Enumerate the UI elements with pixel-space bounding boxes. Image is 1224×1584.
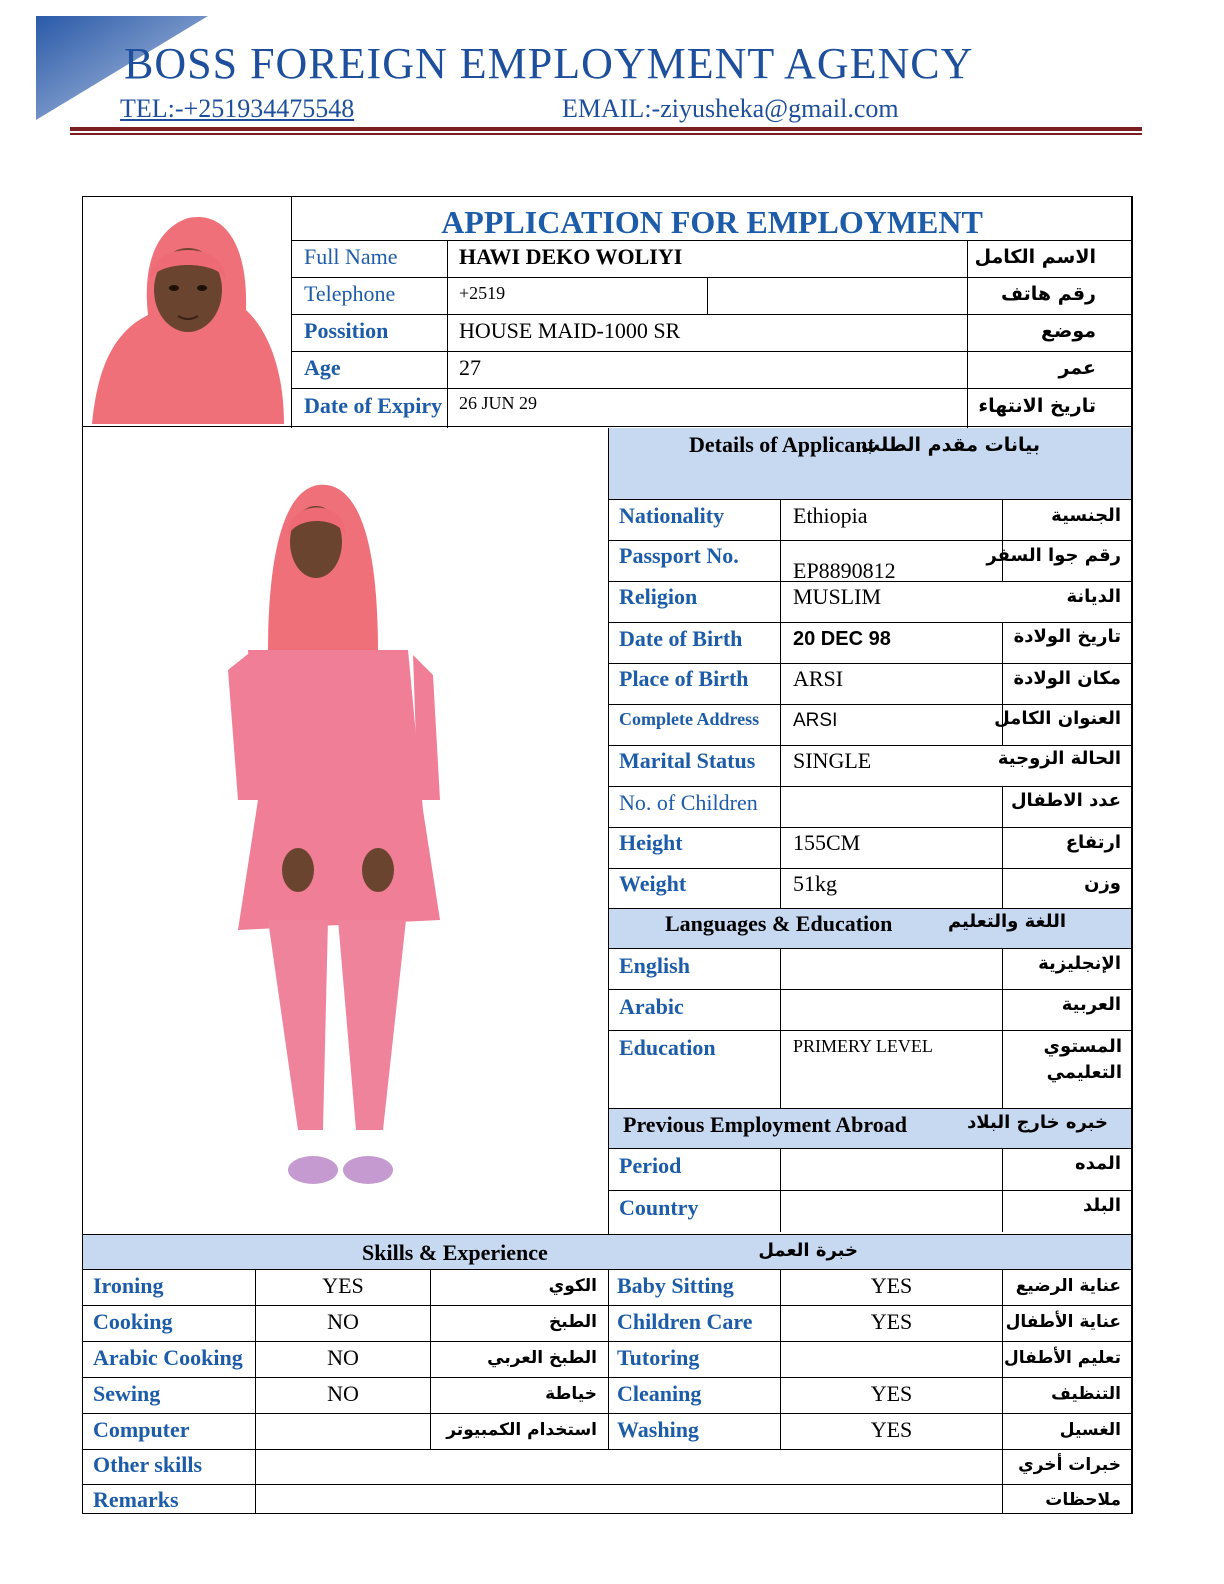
skill-computer-label: Computer (93, 1417, 190, 1442)
date-of-expiry-label: Date of Expiry (304, 393, 443, 418)
position-value: HOUSE MAID-1000 SR (459, 318, 681, 343)
age-label: Age (304, 355, 341, 380)
education-value: PRIMERY LEVEL (793, 1036, 933, 1056)
skill-cooking-arabic: الطبخ (549, 1312, 597, 1332)
skill-baby-sitting-value: YES (870, 1273, 913, 1298)
date-of-expiry-value: 26 JUN 29 (459, 393, 538, 413)
complete-address-value: ARSI (793, 710, 838, 731)
skill-children-care-arabic: عناية الأطفال (1005, 1312, 1121, 1332)
nationality-arabic: الجنسية (1051, 505, 1121, 526)
marital-status-arabic: الحالة الزوجية (997, 748, 1121, 769)
previous-heading-arabic: خبره خارج البلاد (967, 1112, 1108, 1133)
details-heading: Details of Applicant (689, 432, 875, 457)
marital-status-label: Marital Status (619, 748, 756, 773)
skill-cleaning-value: YES (870, 1381, 913, 1406)
previous-heading: Previous Employment Abroad (623, 1112, 907, 1137)
skill-baby-sitting-label: Baby Sitting (617, 1273, 734, 1298)
skill-baby-sitting-arabic: عناية الرضيع (1015, 1276, 1121, 1296)
religion-label: Religion (619, 584, 698, 609)
applicant-full-body-photo (228, 480, 444, 1196)
passport-label: Passport No. (619, 543, 739, 568)
skill-arabic-cooking-arabic: الطبخ العربي (487, 1348, 597, 1368)
skills-heading: Skills & Experience (362, 1240, 548, 1265)
remarks-label: Remarks (93, 1487, 179, 1512)
skill-arabic-cooking-label: Arabic Cooking (93, 1345, 243, 1370)
languages-heading: Languages & Education (665, 911, 893, 936)
agency-telephone-link[interactable]: TEL:-+251934475548 (120, 94, 355, 123)
skill-washing-value: YES (870, 1417, 913, 1442)
height-arabic: ارتفاع (1065, 832, 1121, 853)
skill-ironing-label: Ironing (93, 1273, 164, 1298)
position-label: Possition (304, 318, 389, 343)
period-arabic: المده (1074, 1153, 1121, 1174)
arabic-arabic: العربية (1061, 994, 1121, 1015)
age-value: 27 (459, 355, 481, 380)
agency-name: BOSS FOREIGN EMPLOYMENT AGENCY (124, 39, 974, 88)
education-arabic: المستوي التعليمي (1043, 1036, 1122, 1083)
religion-arabic: الديانة (1066, 586, 1121, 607)
other-skills-label: Other skills (93, 1452, 203, 1477)
marital-status-value: SINGLE (793, 748, 872, 773)
skill-cleaning-label: Cleaning (617, 1381, 702, 1406)
full-name-label: Full Name (304, 244, 398, 269)
height-value: 155CM (793, 830, 861, 855)
skill-ironing-value: YES (322, 1273, 364, 1298)
weight-value: 51kg (793, 871, 837, 896)
telephone-arabic: رقم هاتف (1001, 283, 1096, 305)
skills-section-bar (83, 1235, 1131, 1269)
education-label: Education (619, 1035, 716, 1060)
date-of-birth-label: Date of Birth (619, 626, 743, 651)
position-arabic: موضع (1040, 320, 1096, 342)
religion-value: MUSLIM (793, 584, 882, 609)
children-arabic: عدد الاطفال (1010, 790, 1121, 811)
skill-children-care-value: YES (870, 1309, 913, 1334)
children-label: No. of Children (619, 790, 758, 815)
arabic-label: Arabic (619, 994, 684, 1019)
date-of-birth-value: 20 DEC 98 (793, 628, 891, 650)
skill-cooking-value: NO (327, 1309, 359, 1334)
complete-address-label: Complete Address (619, 709, 760, 729)
skill-sewing-label: Sewing (93, 1381, 161, 1406)
telephone-label: Telephone (304, 281, 396, 306)
nationality-value: Ethiopia (793, 503, 868, 528)
age-arabic: عمر (1058, 357, 1096, 379)
date-of-expiry-arabic: تاريخ الانتهاء (978, 395, 1096, 417)
full-name-arabic: الاسم الكامل (974, 246, 1096, 268)
telephone-value: +2519 (459, 283, 506, 303)
header-rule (70, 127, 1142, 131)
english-label: English (619, 953, 690, 978)
period-label: Period (619, 1153, 682, 1178)
skill-cleaning-arabic: التنظيف (1051, 1384, 1121, 1404)
skill-cooking-label: Cooking (93, 1309, 173, 1334)
date-of-birth-arabic: تاريخ الولادة (1013, 626, 1121, 647)
skill-arabic-cooking-value: NO (327, 1345, 359, 1370)
skills-heading-arabic: خبرة العمل (758, 1240, 858, 1261)
form-title: APPLICATION FOR EMPLOYMENT (441, 204, 983, 240)
skill-children-care-label: Children Care (617, 1309, 753, 1334)
place-of-birth-value: ARSI (793, 666, 844, 691)
skill-washing-label: Washing (617, 1417, 699, 1442)
skill-tutoring-label: Tutoring (617, 1345, 700, 1370)
header-rule-thin (70, 133, 1142, 135)
nationality-label: Nationality (619, 503, 725, 528)
full-name-value: HAWI DEKO WOLIYI (459, 244, 683, 269)
skill-washing-arabic: الغسيل (1059, 1420, 1121, 1440)
passport-arabic: رقم جوا السفر (986, 545, 1121, 566)
skill-tutoring-arabic: تعليم الأطفال (1004, 1348, 1121, 1368)
passport-value: EP8890812 (793, 558, 896, 583)
weight-arabic: وزن (1084, 873, 1121, 894)
agency-email: EMAIL:-ziyusheka@gmail.com (562, 94, 899, 123)
skill-sewing-arabic: خياطة (545, 1384, 597, 1404)
remarks-arabic: ملاحظات (1045, 1490, 1121, 1510)
complete-address-arabic: العنوان الكامل (994, 708, 1121, 729)
other-skills-arabic: خبرات أخري (1018, 1455, 1121, 1475)
place-of-birth-arabic: مكان الولادة (1013, 668, 1121, 689)
country-arabic: البلد (1082, 1195, 1121, 1216)
place-of-birth-label: Place of Birth (619, 666, 749, 691)
details-heading-arabic: بيانات مقدم الطلب (861, 434, 1040, 456)
height-label: Height (619, 830, 683, 855)
skill-computer-arabic: استخدام الكمبيوتر (446, 1420, 597, 1440)
applicant-portrait-photo (88, 210, 286, 424)
country-label: Country (619, 1195, 699, 1220)
skill-ironing-arabic: الكوي (548, 1276, 597, 1296)
english-arabic: الإنجليزية (1038, 953, 1121, 974)
weight-label: Weight (619, 871, 687, 896)
skill-sewing-value: NO (327, 1381, 359, 1406)
languages-heading-arabic: اللغة والتعليم (947, 911, 1066, 932)
